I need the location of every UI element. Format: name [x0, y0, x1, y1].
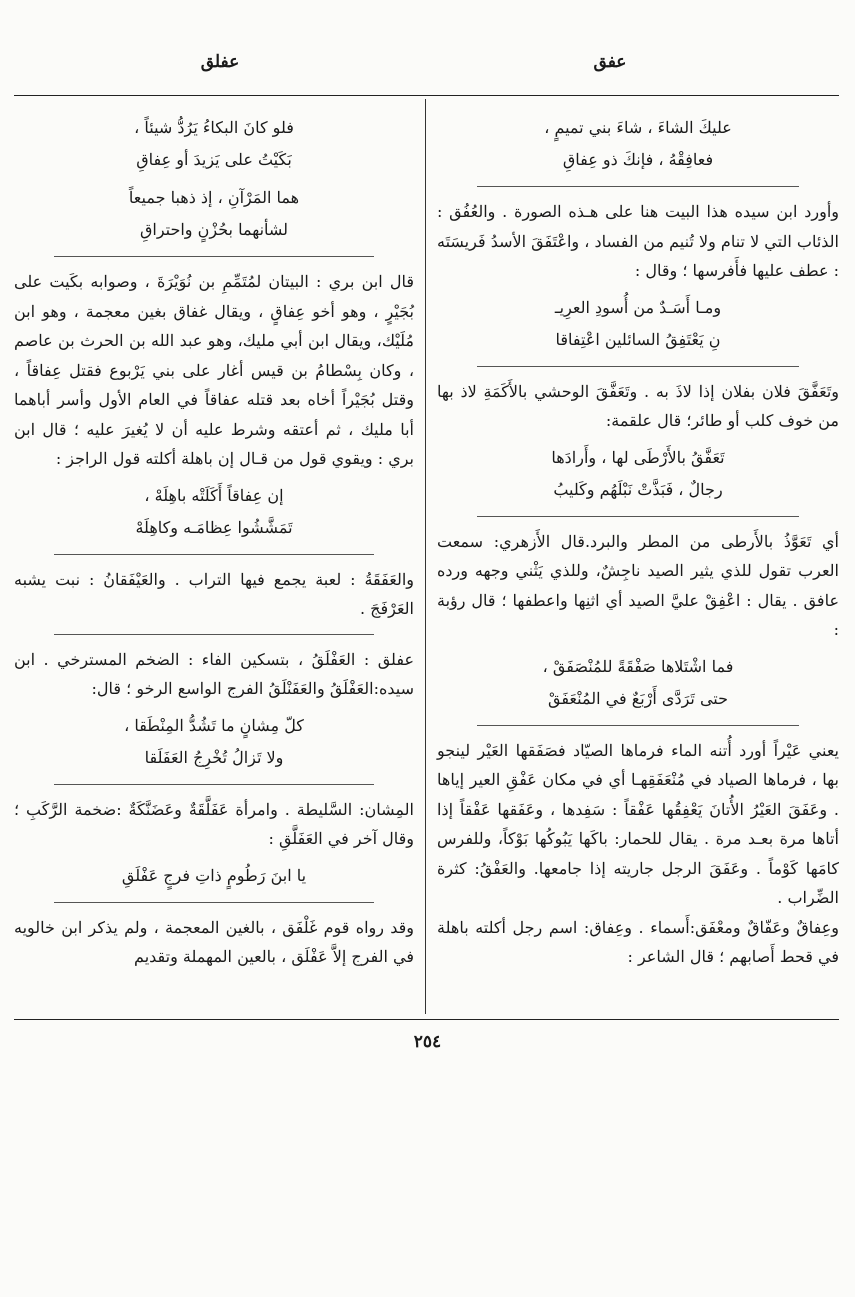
verse-line: يا ابنَ رَطُومٍ ذاتِ فرجٍ عَفْلَقِ — [121, 865, 307, 885]
verse-line: عليكَ الشاءَ ، شاءَ بني تميمٍ ، — [544, 118, 732, 137]
verse-line: فعافِقْهُ ، فإنكَ ذو عِفاقِ — [562, 150, 714, 169]
paragraph: وتَعَفَّقَ فلان بفلان إذا لاذَ به . وتَعَفَّقَ الوحشي بالأَكَمَةِ لاذ بها من خوف كلب أو طائر؛ قال علقمة: — [437, 381, 839, 430]
separator — [54, 784, 374, 785]
separator — [477, 186, 799, 187]
verse-line: فلو كانَ البكاءُ يَرُدُّ شيئاً ، — [134, 118, 294, 137]
left-column — [14, 106, 414, 972]
verse-block — [14, 112, 414, 176]
verse-line: حتى تَرَدَّى أَرْبَعٌ في المُنْعَفَقْ — [547, 688, 728, 708]
verse-line: تَمَشَّشُوا عِظامَـه وكاهِلَهْ — [135, 517, 293, 537]
verse-line: لشأنهما بحُزْنٍ واحتراقِ — [139, 220, 289, 239]
separator — [54, 902, 374, 903]
column-divider — [425, 99, 426, 1014]
right-column — [437, 106, 839, 972]
verse-block — [437, 292, 839, 356]
verse-line: ولا تَزالُ تُخْرِجُ العَفَلَقا — [144, 747, 284, 767]
paragraph: يعني عَيْراً أورد أُتنه الماء فرماها الصيّاد فصَفَقها العَيْر لينجو بها ، فرماها الصياد في مُنْعَفَقِهـا أي في مكان عَفْقِ العير إياها . وعَفَقَ العَيْرُ الأُتانَ يَعْفِقُها عَفْقاً : سَفِدها ، وعَفَقها عَفْقاً إذا أتاها مرة بعـد مرة . يقال للحمار: باكَها يَبُوكُها بَوْكاً، وللفرس كامَها كَوْماً . وعَفَقَ الرجل جاريته إذا جامعها. والعَفْقُ: كثرة الضِّراب . — [437, 740, 839, 907]
verse-block — [14, 860, 414, 892]
separator — [477, 516, 799, 517]
separator — [54, 256, 374, 257]
verse-block — [437, 112, 839, 176]
verse-line: رجالٌ ، فَبَذَّتْ نَبْلَهُم وكَليبُ — [553, 479, 723, 499]
paragraph: وأورد ابن سيده هذا البيت هنا على هـذه الصورة . والعُفُق : الذئاب التي لا تنام ولا تُنيم من الفساد ، واعْتَفَقَ الأسدُ فَريسَتَه : عطف عليها فأَفرسها ؛ وقال : — [437, 202, 839, 280]
separator — [477, 366, 799, 367]
verse-block — [14, 182, 414, 246]
paragraph: عفلق : العَفْلَقُ ، بتسكين الفاء : الضخم المسترخي . ابن سيده:العَفْلَقُ والعَفَنْلَقُ الفرج الواسع الرخو ؛ قال: — [14, 649, 414, 698]
verse-block — [437, 651, 839, 715]
bottom-rule — [14, 1019, 839, 1020]
page-number: ٢٥٤ — [413, 1032, 442, 1052]
verse-line: إن عِفاقاً أَكَلَتْه باهِلَهْ ، — [144, 485, 284, 505]
verse-block — [437, 442, 839, 506]
right-header-word: عفق — [593, 52, 627, 72]
verse-line: هما المَرْآنِ ، إذ ذهبا جميعاً — [128, 188, 300, 207]
paragraph: المِشان: السَّليطة . وامرأة عَفَلَّقَةٌ وعَضَنَّكَةٌ :ضخمة الرَّكَبِ ؛ وقال آخر في العَفَلَّقِ : — [14, 799, 414, 848]
paragraph: أي تَعَوَّذُ بالأَرطى من المطر والبرد.قال الأَزهري: سمعت العرب تقول للذي يثير الصيد ناجِشٌ، وللذي يَثْني وجهه ورده عافق . يقال : اعْفِقْ عليَّ الصيد أي اثنِها واعطفها ؛ قال رؤبة : — [437, 531, 839, 639]
verse-line: بَكَيْتُ على يَزيدَ أو عِفاقِ — [136, 150, 292, 169]
top-rule — [14, 95, 839, 96]
verse-block — [14, 480, 414, 544]
separator — [54, 554, 374, 555]
verse-line: ومـا أَسَـدٌ من أُسودِ العرِيـ — [554, 297, 722, 317]
verse-line: فما اشْتَلاها صَفْقَةً للمُنْصَفَقْ ، — [542, 656, 734, 676]
paragraph: قال ابن بري : البيتان لمُتَمِّمِ بن نُوَيْرَةَ ، وصوابه بكَيت على بُجَيْرٍ ، وهو أخو عِفاقٍ ، ويقال غفاق بغين معجمة ، وهو ابن مُلَيْك، ويقال ابن أبي مليك، وهو عبد الله بن الحرث بن عاصم ، وكان بِسْطامُ بن قيس أغار على بني يَرْبوع فقتل عِفاقاً ، وقتل بُجَيْراً أخاه بعد قتله عفاقاً في العام الأول وأسر أباهما أبا مليك ، ثم أعتقه وشرط عليه أن لا يُغيرَ عليه ؛ قال ابن بري : ويقوي قول من قـال إن باهلة أكلته قول الراجز : — [14, 272, 415, 468]
verse-block — [14, 710, 414, 774]
paragraph: وعِفاقٌ وعَفّاقٌ ومعْفَق:أَسماء . وعِفاق: اسم رجل أكلته باهلة في قحط أَصابهم ؛ قال الشاعر : — [437, 917, 839, 966]
separator — [477, 725, 799, 726]
paragraph: وقد رواه قوم غَلْفَق ، بالغين المعجمة ، ولم يذكر ابن خالويه في الفرج إلاَّ عَفْلَق ، بالعين المهملة وتقديم — [14, 917, 414, 966]
paragraph: والعَفَقَةُ : لعبة يجمع فيها التراب . والعَيْفَقانُ : نبت يشبه العَرْفَجَ . — [14, 569, 414, 618]
left-header-word: عفلق — [200, 52, 240, 72]
verse-line: كلّ مِشانٍ ما تَشُدُّ المِنْطَقا ، — [124, 715, 304, 735]
verse-line: تَعَفَّقُ بالأَرْطَى لها ، وأَرادَها — [551, 447, 725, 467]
verse-line: نِ يَعْتَفِقُ السائلين اعْتِفاقا — [555, 329, 721, 349]
separator — [54, 634, 374, 635]
